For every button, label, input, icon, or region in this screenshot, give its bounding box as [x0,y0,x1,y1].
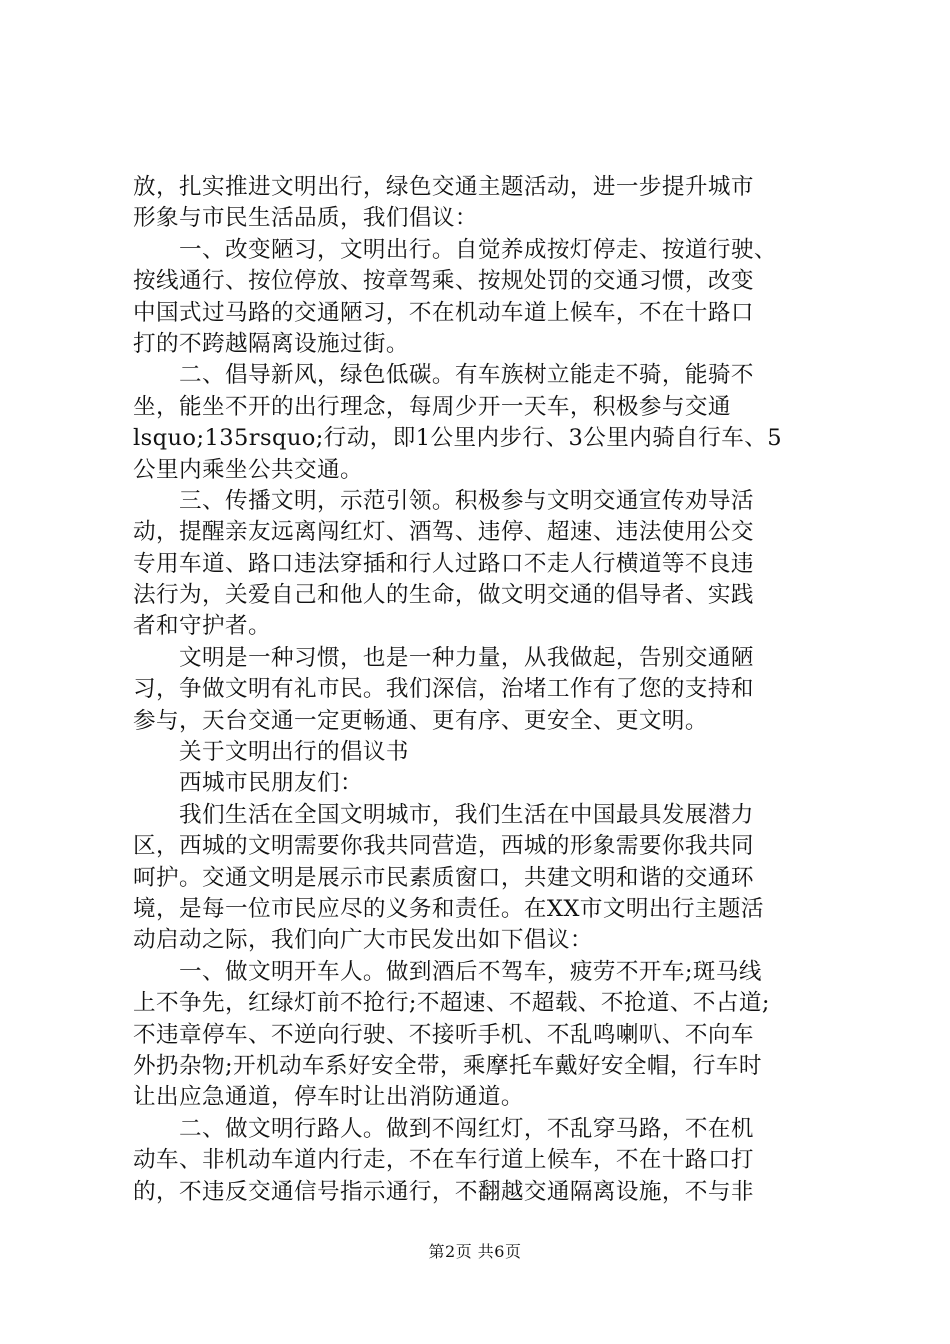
page-number-footer: 第2页 共6页 [428,1242,522,1261]
text-line: 法行为，关爱自己和他人的生命，做文明交通的倡导者、实践 [133,582,754,609]
text-line: 习，争做文明有礼市民。我们深信，治堵工作有了您的支持和 [133,676,754,703]
text-line: 放，扎实推进文明出行，绿色交通主题活动，进一步提升城市 [133,174,754,200]
text-line: 专用车道、路口违法穿插和行人过路口不走人行横道等不良违 [133,550,754,577]
text-line: 打的不跨越隔离设施过街。 [133,330,409,357]
text-line: 二、倡导新风，绿色低碳。有车族树立能走不骑，能骑不 [133,362,754,389]
text-line: 按线通行、按位停放、按章驾乘、按规处罚的交通习惯，改变 [133,268,754,295]
text-line: 形象与市民生活品质，我们倡议： [133,205,478,232]
text-line: 动车、非机动车道内行走，不在车行道上候车，不在十路口打 [133,1147,754,1174]
salutation: 西城市民朋友们： [133,770,363,797]
section-title: 关于文明出行的倡议书 [133,739,409,766]
text-line: 一、改变陋习，文明出行。自觉养成按灯停走、按道行驶、 [133,236,777,263]
text-line: 动启动之际，我们向广大市民发出如下倡议： [133,927,593,954]
text-line: 我们生活在全国文明城市，我们生活在中国最具发展潜力 [133,801,754,828]
text-line: 让出应急通道，停车时让出消防通道。 [133,1084,524,1111]
text-line: 的，不违反交通信号指示通行，不翻越交通隔离设施，不与非 [133,1178,754,1205]
text-line: 一、做文明开车人。做到酒后不驾车，疲劳不开车;斑马线 [133,958,762,985]
text-line: 上不争先，红绿灯前不抢行;不超速、不超载、不抢道、不占道; [133,990,770,1017]
text-line: 区，西城的文明需要你我共同营造，西城的形象需要你我共同 [133,833,754,860]
text-line: lsquo;135rsquo;行动，即1公里内步行、3公里内骑自行车、5 [133,425,783,452]
text-line: 境，是每一位市民应尽的义务和责任。在XX市文明出行主题活 [133,895,764,922]
text-line: 呵护。交通文明是展示市民素质窗口，共建文明和谐的交通环 [133,864,754,891]
text-line: 中国式过马路的交通陋习，不在机动车道上候车，不在十路口 [133,299,754,326]
text-line: 者和守护者。 [133,613,271,640]
text-line: 文明是一种习惯，也是一种力量，从我做起，告别交通陋 [133,644,754,671]
text-line: 二、做文明行路人。做到不闯红灯，不乱穿马路，不在机 [133,1115,754,1142]
text-line: 外扔杂物;开机动车系好安全带，乘摩托车戴好安全帽，行车时 [133,1052,762,1079]
text-line: 参与，天台交通一定更畅通、更有序、更安全、更文明。 [133,707,708,734]
text-line: 不违章停车、不逆向行驶、不接听手机、不乱鸣喇叭、不向车 [133,1021,754,1048]
text-line: 三、传播文明，示范引领。积极参与文明交通宣传劝导活 [133,487,754,514]
text-line: 公里内乘坐公共交通。 [133,456,363,483]
document-body [133,172,823,1208]
text-line: 坐，能坐不开的出行理念，每周少开一天车，积极参与交通 [133,393,731,420]
text-line: 动，提醒亲友远离闯红灯、酒驾、违停、超速、违法使用公交 [133,519,754,546]
